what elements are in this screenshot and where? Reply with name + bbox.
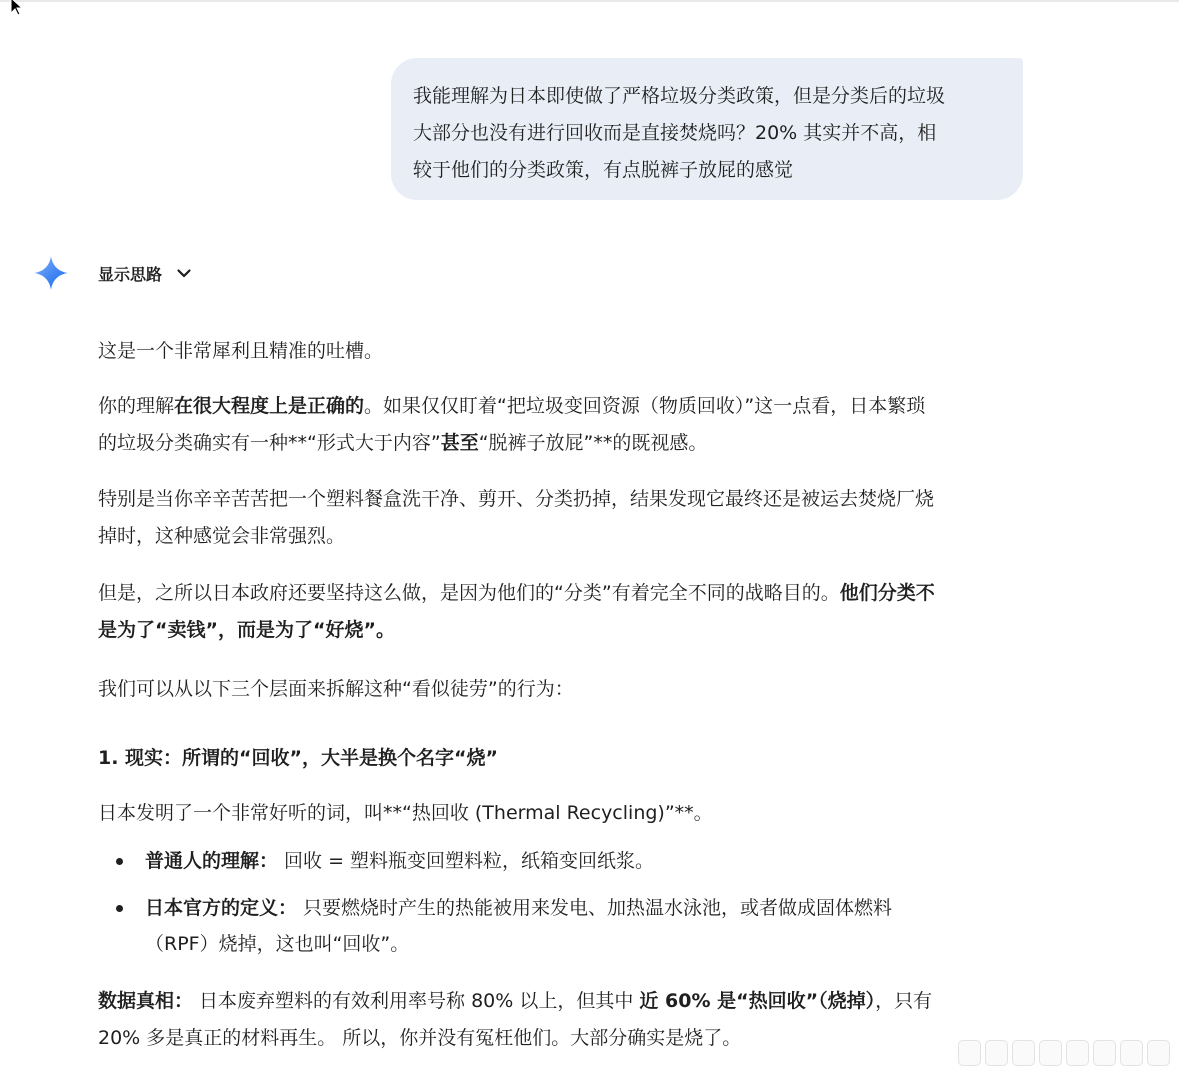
user-message-line: 我能理解为日本即使做了严格垃圾分类政策，但是分类后的垃圾: [413, 85, 946, 107]
user-message-line: 大部分也没有进行回收而是直接焚烧吗？20% 其实并不高，相: [413, 122, 937, 144]
top-divider: [0, 0, 1179, 2]
response-paragraph-continued: 掉时，这种感觉会非常强烈。: [98, 525, 346, 547]
response-paragraph: 这是一个非常犀利且精准的吐槽。: [98, 340, 384, 362]
response-paragraph-continued: 20% 多是真正的材料再生。 所以，你并没有冤枉他们。大部分确实是烧了。: [98, 1027, 742, 1049]
response-paragraph: 但是，之所以日本政府还要坚持这么做，是因为他们的“分类”有着完全不同的战略目的。他们分类不: [98, 582, 935, 604]
overlay-tile: [1120, 1040, 1143, 1066]
show-thoughts-toggle[interactable]: [98, 259, 194, 287]
overlay-tile: [1066, 1040, 1089, 1066]
show-thoughts-label: 显示思路: [98, 264, 163, 284]
bullet-dot: [116, 905, 123, 912]
response-paragraph: 日本发明了一个非常好听的词，叫**“热回收 (Thermal Recycling)”**。: [98, 802, 713, 824]
bullet-item-continued: （RPF）烧掉，这也叫“回收”。: [145, 933, 410, 955]
mouse-pointer-icon: [10, 0, 26, 16]
bullet-item: 日本官方的定义： 只要燃烧时产生的热能被用来发电、加热温水泳池，或者做成固体燃料: [145, 897, 893, 919]
page-overlay-strip: [958, 1040, 1170, 1064]
overlay-tile: [985, 1040, 1008, 1066]
section-heading: 1. 现实：所谓的“回收”，大半是换个名字“烧”: [98, 747, 499, 769]
overlay-tile: [1012, 1040, 1035, 1066]
bullet-item: 普通人的理解： 回收 = 塑料瓶变回塑料粒，纸箱变回纸浆。: [145, 850, 655, 872]
response-paragraph-continued: 是为了“卖钱”，而是为了“好烧”。: [98, 619, 395, 641]
overlay-tile: [1093, 1040, 1116, 1066]
response-paragraph: 特别是当你辛辛苦苦把一个塑料餐盒洗干净、剪开、分类扔掉，结果发现它最终还是被运去焚烧厂烧: [98, 488, 935, 510]
response-paragraph-continued: 的垃圾分类确实有一种**“形式大于内容”甚至“脱裤子放屁”**的既视感。: [98, 432, 708, 454]
overlay-tile: [1039, 1040, 1062, 1066]
overlay-tile: [1147, 1040, 1170, 1066]
user-message-bubble: [391, 58, 1023, 200]
overlay-tile: [958, 1040, 981, 1066]
gemini-sparkle-icon: [33, 255, 69, 291]
response-paragraph: 我们可以从以下三个层面来拆解这种“看似徒劳”的行为：: [98, 678, 574, 700]
chevron-down-icon: [174, 263, 194, 283]
response-paragraph: 你的理解在很大程度上是正确的。如果仅仅盯着“把垃圾变回资源（物质回收）”这一点看，日本繁琐: [98, 395, 926, 417]
response-paragraph: 数据真相： 日本废弃塑料的有效利用率号称 80% 以上，但其中 近 60% 是“热回收”（烧掉），只有: [98, 990, 933, 1012]
bullet-dot: [116, 858, 123, 865]
user-message-line: 较于他们的分类政策，有点脱裤子放屁的感觉: [413, 159, 794, 181]
